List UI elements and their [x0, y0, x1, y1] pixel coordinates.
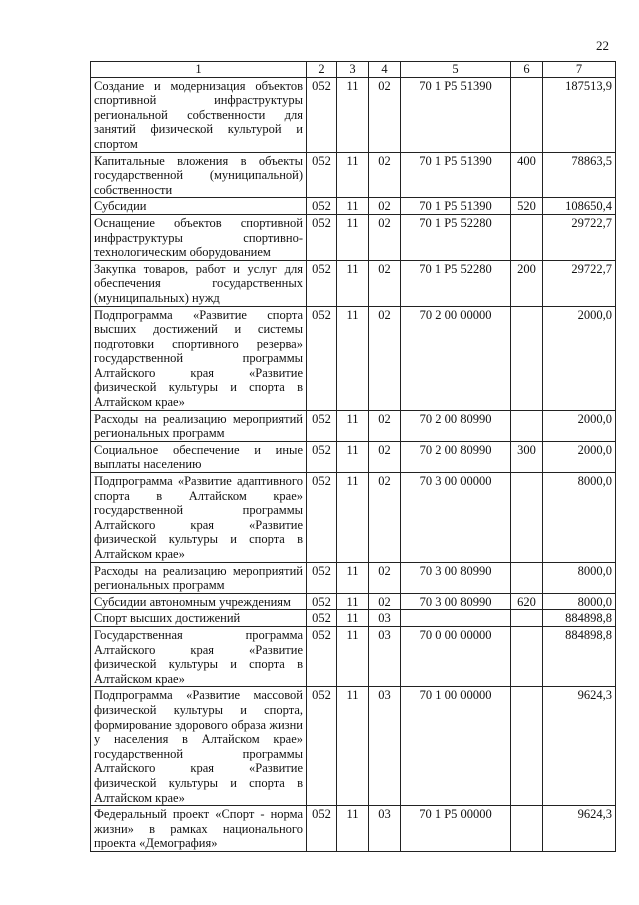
amount-cell: 884898,8	[543, 626, 616, 686]
target-article-code-cell: 70 1 P5 51390	[401, 152, 511, 198]
amount-cell: 78863,5	[543, 152, 616, 198]
admin-code-cell: 052	[307, 562, 337, 593]
table-row	[91, 687, 616, 806]
amount-cell: 2000,0	[543, 410, 616, 441]
target-article-code-cell: 70 1 00 00000	[401, 687, 511, 806]
subsection-code-cell: 02	[369, 198, 401, 215]
expense-type-code-cell	[511, 77, 543, 152]
target-article-code-cell: 70 3 00 00000	[401, 473, 511, 563]
table-row	[91, 214, 616, 260]
admin-code-cell: 052	[307, 260, 337, 306]
section-code-cell: 11	[337, 593, 369, 610]
column-header-7: 7	[543, 62, 616, 78]
expense-type-code-cell	[511, 626, 543, 686]
table-row	[91, 806, 616, 852]
section-code-cell: 11	[337, 260, 369, 306]
admin-code-cell: 052	[307, 441, 337, 472]
table-row	[91, 410, 616, 441]
table-row	[91, 77, 616, 152]
item-name-cell: Субсидии автономным учреждениям	[91, 593, 307, 610]
amount-cell: 108650,4	[543, 198, 616, 215]
item-name-cell: Капитальные вложения в объекты государственной (муниципальной) собственности	[91, 152, 307, 198]
expense-type-code-cell: 300	[511, 441, 543, 472]
admin-code-cell: 052	[307, 610, 337, 627]
table-row	[91, 473, 616, 563]
item-name-cell: Закупка товаров, работ и услуг для обеспечения государственных (муниципальных) нужд	[91, 260, 307, 306]
subsection-code-cell: 02	[369, 441, 401, 472]
admin-code-cell: 052	[307, 152, 337, 198]
item-name-cell: Подпрограмма «Развитие массовой физической культуры и спорта, формирование здорового образа жизни у населения в Алтайском крае» государственной программы Алтайского края «Развитие физической культуры и спорта в Алтайском крае»	[91, 687, 307, 806]
item-name-cell: Расходы на реализацию мероприятий региональных программ	[91, 562, 307, 593]
table-row	[91, 441, 616, 472]
target-article-code-cell: 70 3 00 80990	[401, 593, 511, 610]
target-article-code-cell	[401, 610, 511, 627]
table-row	[91, 306, 616, 410]
table-body	[91, 77, 616, 851]
section-code-cell: 11	[337, 214, 369, 260]
expense-type-code-cell	[511, 214, 543, 260]
column-header-6: 6	[511, 62, 543, 78]
amount-cell: 9624,3	[543, 806, 616, 852]
item-name-cell: Оснащение объектов спортивной инфраструктуры спортивно-технологическим оборудованием	[91, 214, 307, 260]
table-row	[91, 198, 616, 215]
item-name-cell: Спорт высших достижений	[91, 610, 307, 627]
item-name-cell: Подпрограмма «Развитие адаптивного спорта в Алтайском крае» государственной программы Алтайского края «Развитие физической культуры и спорта в Алтайском крае»	[91, 473, 307, 563]
expense-type-code-cell: 400	[511, 152, 543, 198]
section-code-cell: 11	[337, 152, 369, 198]
expense-type-code-cell	[511, 610, 543, 627]
column-header-1: 1	[91, 62, 307, 78]
target-article-code-cell: 70 0 00 00000	[401, 626, 511, 686]
target-article-code-cell: 70 1 P5 51390	[401, 77, 511, 152]
item-name-cell: Федеральный проект «Спорт - норма жизни» в рамках национального проекта «Демография»	[91, 806, 307, 852]
target-article-code-cell: 70 2 00 80990	[401, 441, 511, 472]
item-name-cell: Государственная программа Алтайского края «Развитие физической культуры и спорта в Алтайском крае»	[91, 626, 307, 686]
expense-type-code-cell: 520	[511, 198, 543, 215]
target-article-code-cell: 70 1 P5 52280	[401, 214, 511, 260]
table-row	[91, 593, 616, 610]
section-code-cell: 11	[337, 687, 369, 806]
column-header-4: 4	[369, 62, 401, 78]
budget-table	[90, 61, 616, 852]
expense-type-code-cell	[511, 306, 543, 410]
table-header	[91, 62, 616, 78]
amount-cell: 29722,7	[543, 214, 616, 260]
target-article-code-cell: 70 2 00 00000	[401, 306, 511, 410]
section-code-cell: 11	[337, 410, 369, 441]
admin-code-cell: 052	[307, 214, 337, 260]
subsection-code-cell: 02	[369, 152, 401, 198]
subsection-code-cell: 03	[369, 806, 401, 852]
amount-cell: 187513,9	[543, 77, 616, 152]
subsection-code-cell: 03	[369, 610, 401, 627]
item-name-cell: Субсидии	[91, 198, 307, 215]
target-article-code-cell: 70 2 00 80990	[401, 410, 511, 441]
subsection-code-cell: 02	[369, 593, 401, 610]
amount-cell: 8000,0	[543, 562, 616, 593]
item-name-cell: Социальное обеспечение и иные выплаты населению	[91, 441, 307, 472]
item-name-cell: Создание и модернизация объектов спортивной инфраструктуры региональной собственности для занятий физической культурой и спортом	[91, 77, 307, 152]
target-article-code-cell: 70 1 P5 51390	[401, 198, 511, 215]
table-row	[91, 562, 616, 593]
subsection-code-cell: 02	[369, 260, 401, 306]
expense-type-code-cell: 620	[511, 593, 543, 610]
item-name-cell: Подпрограмма «Развитие спорта высших достижений и системы подготовки спортивного резерва» государственной программы Алтайского края «Развитие физической культуры и спорта в Алтайском крае»	[91, 306, 307, 410]
amount-cell: 29722,7	[543, 260, 616, 306]
section-code-cell: 11	[337, 198, 369, 215]
subsection-code-cell: 02	[369, 473, 401, 563]
admin-code-cell: 052	[307, 687, 337, 806]
admin-code-cell: 052	[307, 410, 337, 441]
subsection-code-cell: 03	[369, 687, 401, 806]
table-row	[91, 260, 616, 306]
amount-cell: 2000,0	[543, 441, 616, 472]
item-name-cell: Расходы на реализацию мероприятий региональных программ	[91, 410, 307, 441]
amount-cell: 2000,0	[543, 306, 616, 410]
subsection-code-cell: 02	[369, 410, 401, 441]
expense-type-code-cell	[511, 806, 543, 852]
admin-code-cell: 052	[307, 77, 337, 152]
table-row	[91, 610, 616, 627]
amount-cell: 884898,8	[543, 610, 616, 627]
section-code-cell: 11	[337, 626, 369, 686]
admin-code-cell: 052	[307, 473, 337, 563]
subsection-code-cell: 02	[369, 77, 401, 152]
amount-cell: 9624,3	[543, 687, 616, 806]
admin-code-cell: 052	[307, 593, 337, 610]
column-header-3: 3	[337, 62, 369, 78]
admin-code-cell: 052	[307, 626, 337, 686]
expense-type-code-cell	[511, 687, 543, 806]
section-code-cell: 11	[337, 306, 369, 410]
header-row	[91, 62, 616, 78]
expense-type-code-cell	[511, 562, 543, 593]
subsection-code-cell: 02	[369, 562, 401, 593]
section-code-cell: 11	[337, 562, 369, 593]
target-article-code-cell: 70 3 00 80990	[401, 562, 511, 593]
section-code-cell: 11	[337, 610, 369, 627]
expense-type-code-cell	[511, 410, 543, 441]
table-row	[91, 626, 616, 686]
amount-cell: 8000,0	[543, 473, 616, 563]
expense-type-code-cell	[511, 473, 543, 563]
subsection-code-cell: 02	[369, 306, 401, 410]
target-article-code-cell: 70 1 P5 52280	[401, 260, 511, 306]
subsection-code-cell: 03	[369, 626, 401, 686]
column-header-2: 2	[307, 62, 337, 78]
amount-cell: 8000,0	[543, 593, 616, 610]
section-code-cell: 11	[337, 77, 369, 152]
section-code-cell: 11	[337, 806, 369, 852]
section-code-cell: 11	[337, 441, 369, 472]
section-code-cell: 11	[337, 473, 369, 563]
page-number: 22	[596, 38, 609, 53]
admin-code-cell: 052	[307, 806, 337, 852]
column-header-5: 5	[401, 62, 511, 78]
table-row	[91, 152, 616, 198]
admin-code-cell: 052	[307, 198, 337, 215]
subsection-code-cell: 02	[369, 214, 401, 260]
admin-code-cell: 052	[307, 306, 337, 410]
target-article-code-cell: 70 1 P5 00000	[401, 806, 511, 852]
expense-type-code-cell: 200	[511, 260, 543, 306]
